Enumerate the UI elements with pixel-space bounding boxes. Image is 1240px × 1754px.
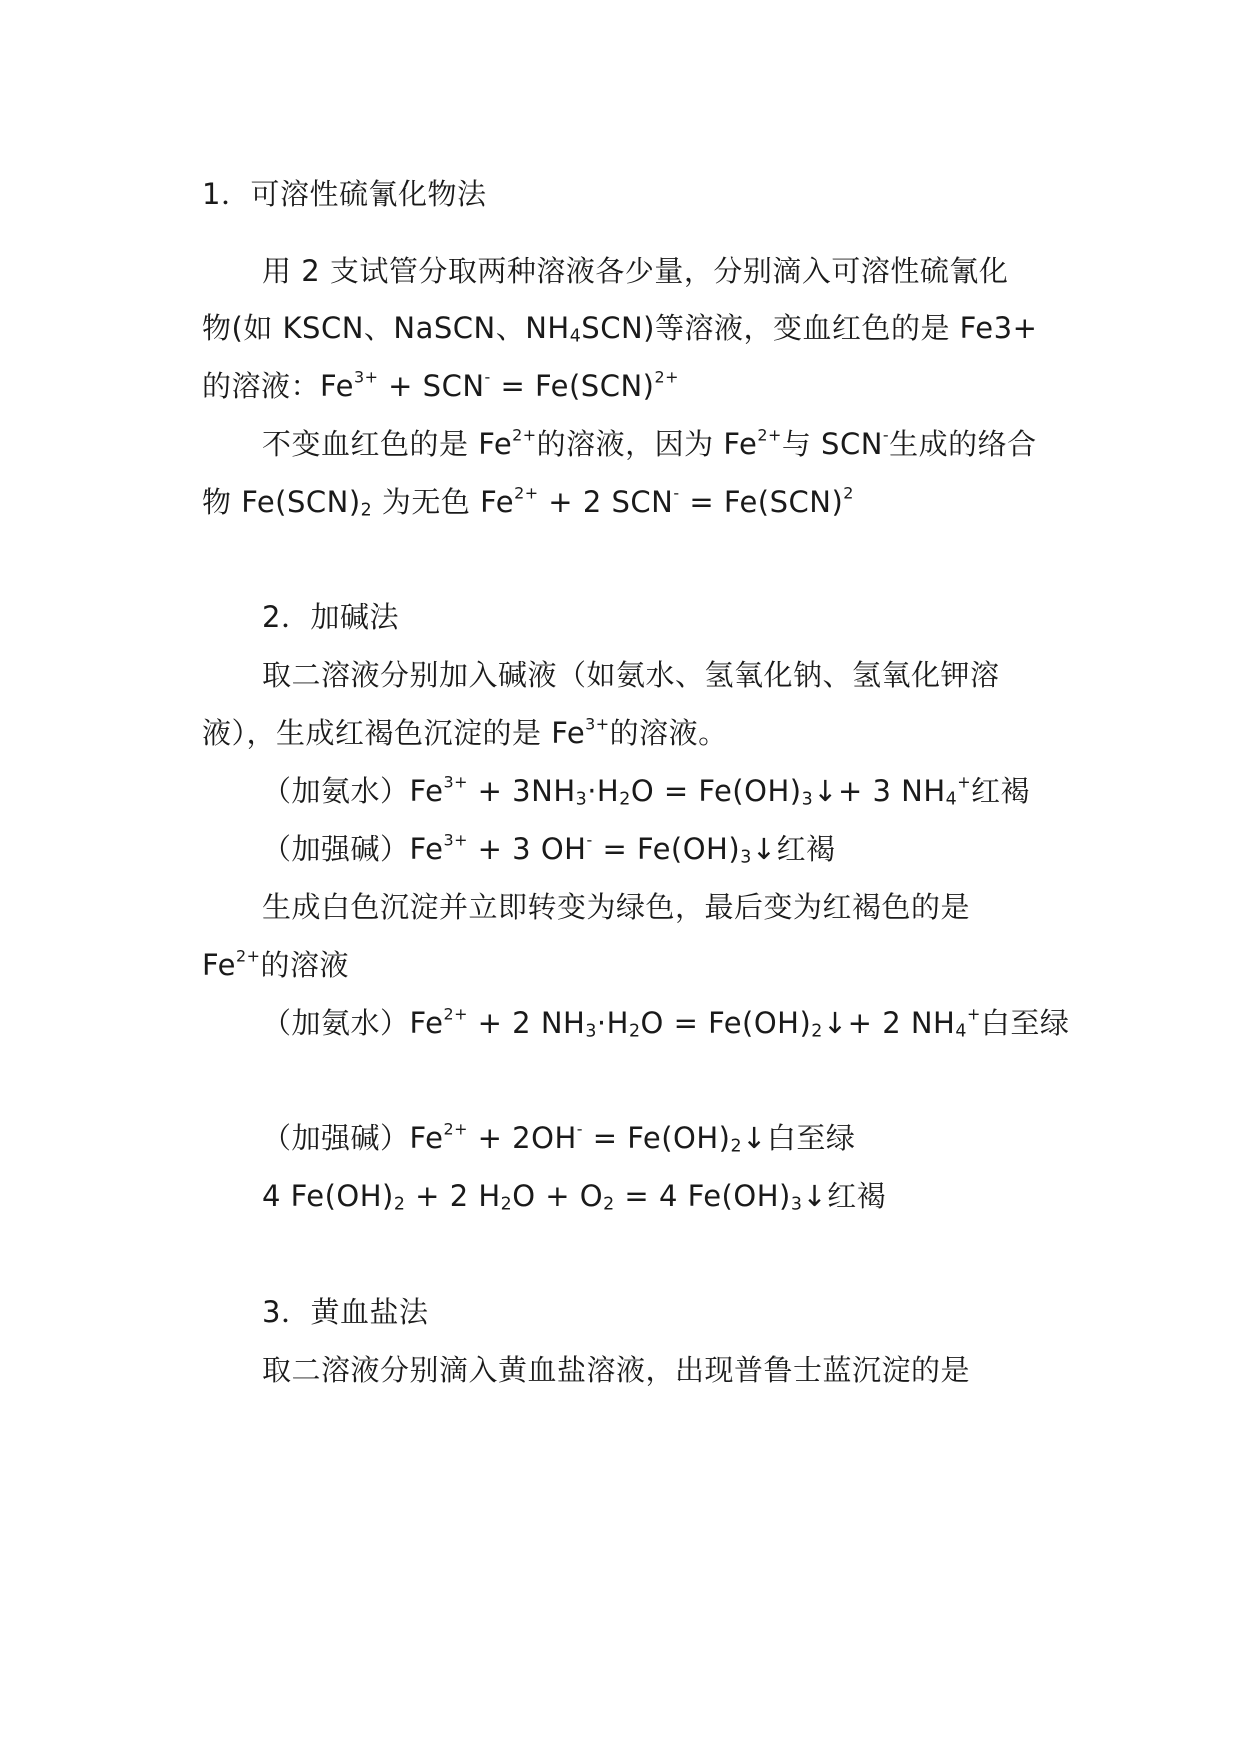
equation-line: 物 $Fe(SCN)_2$ 为无色 $Fe^{2+} + 2$ SCN- = Fe(SCN)$^2$	[202, 483, 854, 521]
equation-line: （加强碱）$Fe^{2+} + 2OH^-$ = $Fe(OH)_2↓$白至绿	[262, 1119, 856, 1157]
paragraph-line: 液），生成红褐色沉淀的是 $Fe^{3+}$的溶液。	[202, 714, 728, 750]
paragraph-line: $Fe^{2+}$的溶液	[202, 946, 349, 982]
paragraph-line: 生成白色沉淀并立即转变为绿色，最后变为红褐色的是	[262, 890, 971, 924]
heading-2: 2．加碱法	[262, 600, 399, 634]
heading-1: 1．可溶性硫氰化物法	[202, 177, 487, 211]
equation-line: （加氨水）$Fe^{3+} + 3NH_3\cdot H_2O$ = $Fe(OH)_3↓+ 3$ $NH_4^+$红褐	[262, 772, 1031, 810]
paragraph-line: 取二溶液分别加入碱液（如氨水、氢氧化钠、氢氧化钾溶	[262, 658, 1000, 692]
equation-line: （加氨水）$Fe^{2+} + 2$ $NH_3\cdot H_2O$ = $Fe(OH)_2↓+ 2$ $NH_4^+$白至绿	[262, 1004, 1070, 1042]
equation-line: 4 $Fe(OH)_2 + 2$ $H_2O + O_2 = 4$ $Fe(OH)_3↓$红褐	[262, 1179, 887, 1215]
equation-line: 的溶液：$Fe^{3+} + SCN^- = Fe(SCN)^{2+}$	[202, 367, 679, 403]
paragraph-line: 取二溶液分别滴入黄血盐溶液，出现普鲁士蓝沉淀的是	[262, 1353, 971, 1387]
paragraph-line: 物(如 KSCN、NaSCN、$NH_4SCN$)等溶液，变血红色的是 Fe3+	[202, 311, 1038, 347]
paragraph-line: 用 2 支试管分取两种溶液各少量，分别滴入可溶性硫氰化	[262, 254, 1009, 288]
paragraph-line: 不变血红色的是 $Fe^{2+}$的溶液，因为 $Fe^{2+}$与 SCN-生成的络合	[262, 425, 1037, 461]
equation-line: （加强碱）$Fe^{3+} + 3$ $OH^- = Fe(OH)_3↓$红褐	[262, 830, 836, 868]
heading-3: 3．黄血盐法	[262, 1295, 429, 1329]
